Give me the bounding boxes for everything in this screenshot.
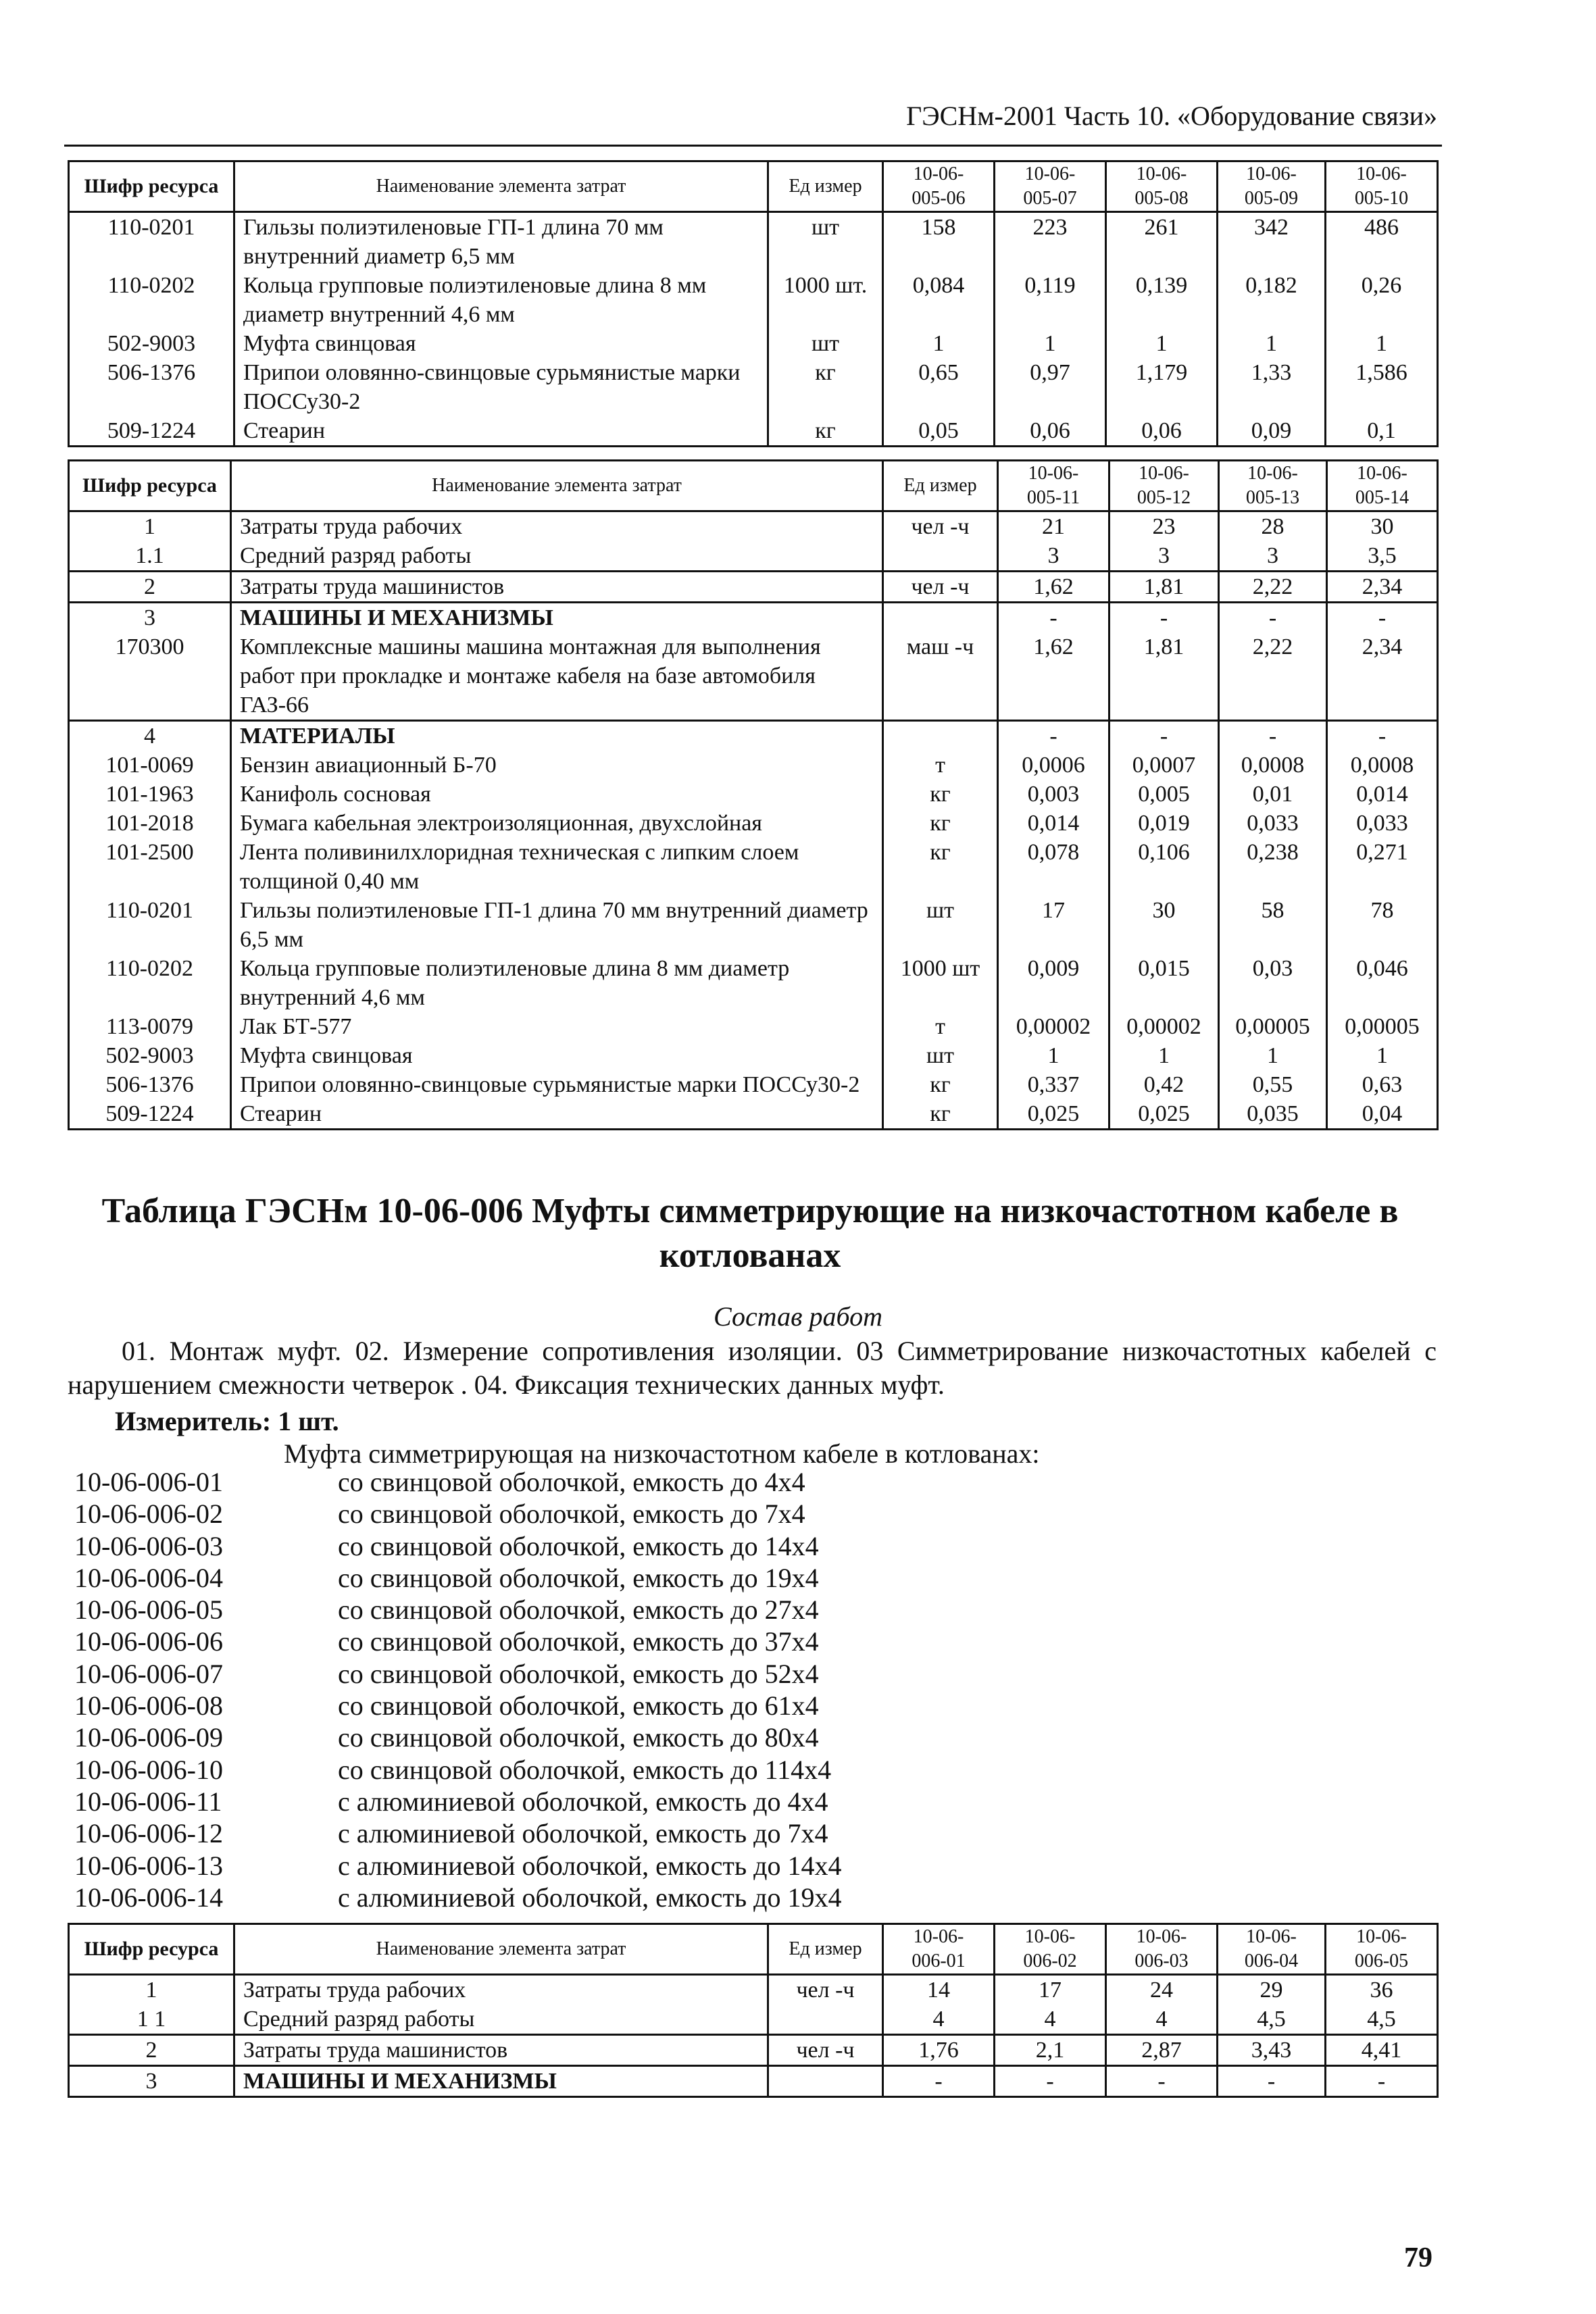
column-header-code: Шифр ресурса (69, 461, 231, 511)
norm-code-list (74, 1466, 841, 1913)
resource-code-cell: 1 1 (69, 2005, 234, 2035)
norm-code: 10-06-006-07 (74, 1658, 223, 1689)
value-cell: 0,04 (1327, 1099, 1438, 1130)
table-row (69, 1975, 1438, 2005)
value-cell: 0,00002 (1109, 1012, 1219, 1041)
cost-element-name-cell: Затраты труда рабочих (234, 1975, 768, 2005)
resource-code-cell: 101-0069 (69, 751, 231, 780)
table-body (69, 511, 1438, 1130)
value-cell: 1,62 (998, 572, 1109, 603)
unit-cell: кг (768, 416, 883, 447)
unit-cell: 1000 шт. (768, 271, 883, 329)
value-cell: 0,06 (995, 416, 1106, 447)
value-cell: 0,033 (1219, 809, 1327, 838)
value-cell: 17 (998, 896, 1109, 954)
cost-element-name-cell: Затраты труда рабочих (231, 511, 883, 542)
value-cell: 0,55 (1219, 1070, 1327, 1099)
norm-code: 10-06-006-04 (74, 1562, 223, 1593)
value-cell: - (998, 721, 1109, 751)
value-cell: 0,271 (1327, 838, 1438, 896)
table-row (69, 1099, 1438, 1130)
value-cell: 0,014 (1327, 780, 1438, 809)
norm-description: со свинцовой оболочкой, емкость до 4х4 (338, 1467, 805, 1497)
resource-code-cell: 4 (69, 721, 231, 751)
norm-description: со свинцовой оболочкой, емкость до 19х4 (338, 1562, 819, 1593)
value-cell: 0,09 (1218, 416, 1326, 447)
value-cell: 3 (1219, 541, 1327, 572)
cost-element-name-cell: Средний разряд работы (231, 541, 883, 572)
unit-cell (883, 721, 998, 751)
table-row (69, 2005, 1438, 2035)
column-header-name: Наименование элемента затрат (234, 1924, 768, 1975)
value-cell: - (1109, 603, 1219, 633)
value-cell: 4 (995, 2005, 1106, 2035)
norm-code: 10-06-006-06 (74, 1626, 223, 1657)
running-header: ГЭСНм-2001 Часть 10. «Оборудование связи» (906, 101, 1437, 131)
norm-code: 10-06-006-05 (74, 1594, 223, 1626)
resource-code-cell: 101-2018 (69, 809, 231, 838)
value-cell: - (1327, 603, 1438, 633)
table-row (69, 416, 1438, 447)
section-title: Таблица ГЭСНм 10-06-006 Муфты симметрирующие на низкочастотном кабеле в котлованах (101, 1192, 1399, 1275)
norm-description: с алюминиевой оболочкой, емкость до 19х4 (338, 1882, 842, 1913)
value-cell: 58 (1219, 896, 1327, 954)
list-item (74, 1721, 841, 1753)
resource-code-cell: 110-0201 (69, 896, 231, 954)
value-cell: 30 (1109, 896, 1219, 954)
value-cell: 0,035 (1219, 1099, 1327, 1130)
resource-code-cell: 509-1224 (69, 1099, 231, 1130)
list-item (74, 1562, 841, 1594)
unit-cell: т (883, 751, 998, 780)
value-cell: 1 (1218, 329, 1326, 358)
unit-cell: шт (768, 329, 883, 358)
value-cell: 0,00002 (998, 1012, 1109, 1041)
cost-element-name-cell: Бензин авиационный Б-70 (231, 751, 883, 780)
value-cell: 261 (1106, 212, 1218, 272)
cost-element-name-cell: Гильзы полиэтиленовые ГП-1 длина 70 мм внутренний диаметр 6,5 мм (234, 212, 768, 272)
header-rule (64, 145, 1442, 147)
resource-code-cell: 1 (69, 1975, 234, 2005)
unit-cell: кг (883, 838, 998, 896)
norm-code: 10-06-006-11 (74, 1786, 222, 1817)
unit-cell: кг (883, 1070, 998, 1099)
norm-description: со свинцовой оболочкой, емкость до 80х4 (338, 1722, 819, 1753)
measure-unit: Измеритель: 1 шт. (115, 1406, 339, 1436)
cost-element-name-cell: Затраты труда машинистов (234, 2035, 768, 2066)
value-cell: 0,65 (883, 358, 995, 416)
value-cell: 1 (883, 329, 995, 358)
norm-description: со свинцовой оболочкой, емкость до 14х4 (338, 1530, 819, 1561)
value-cell: 4,5 (1218, 2005, 1326, 2035)
norm-code: 10-06-006-13 (74, 1850, 223, 1881)
resource-code-cell: 3 (69, 2066, 234, 2097)
list-item (74, 1786, 841, 1817)
list-item (74, 1498, 841, 1530)
work-composition-text: 01. Монтаж муфт. 02. Измерение сопротивления изоляции. 03 Симметрирование низкочастотных кабелей с нарушением смежности четверок . 04. Фиксация технических данных муфт. (68, 1336, 1437, 1400)
column-header-name: Наименование элемента затрат (231, 461, 883, 511)
table-row (69, 271, 1438, 329)
value-cell: 223 (995, 212, 1106, 272)
value-cell: 29 (1218, 1975, 1326, 2005)
value-cell: 0,078 (998, 838, 1109, 896)
value-cell: 2,22 (1219, 572, 1327, 603)
resource-code-cell: 502-9003 (69, 329, 234, 358)
unit-cell: т (883, 1012, 998, 1041)
table-row (69, 2066, 1438, 2097)
value-cell: 0,025 (1109, 1099, 1219, 1130)
unit-cell: чел -ч (883, 572, 998, 603)
value-cell: 0,03 (1219, 954, 1327, 1012)
value-cell: 1,62 (998, 632, 1109, 721)
column-header-norm: 10-06- 005-09 (1218, 161, 1326, 212)
cost-element-name-cell: Комплексные машины машина монтажная для выполнения работ при прокладке и монтаже кабеля на базе автомобиля ГАЗ-66 (231, 632, 883, 721)
value-cell: 36 (1326, 1975, 1438, 2005)
value-cell: 1 (1106, 329, 1218, 358)
column-header-norm: 10-06- 005-10 (1326, 161, 1438, 212)
value-cell: 0,119 (995, 271, 1106, 329)
unit-cell: чел -ч (768, 2035, 883, 2066)
resource-code-cell: 101-2500 (69, 838, 231, 896)
cost-element-name-cell: МАШИНЫ И МЕХАНИЗМЫ (231, 603, 883, 633)
value-cell: - (1109, 721, 1219, 751)
list-item (74, 1817, 841, 1849)
table-row (69, 329, 1438, 358)
value-cell: 0,0008 (1327, 751, 1438, 780)
value-cell: 1,33 (1218, 358, 1326, 416)
value-cell: 4,5 (1326, 2005, 1438, 2035)
resource-table-005-06-10 (68, 160, 1439, 447)
column-header-code: Шифр ресурса (69, 1924, 234, 1975)
value-cell: 0,025 (998, 1099, 1109, 1130)
value-cell: 0,046 (1327, 954, 1438, 1012)
column-header-norm: 10-06- 006-01 (883, 1924, 995, 1975)
value-cell: 0,005 (1109, 780, 1219, 809)
cost-element-name-cell: Лента поливинилхлоридная техническая с липким слоем толщиной 0,40 мм (231, 838, 883, 896)
value-cell: 2,87 (1106, 2035, 1218, 2066)
value-cell: 0,015 (1109, 954, 1219, 1012)
value-cell: 2,34 (1327, 632, 1438, 721)
resource-code-cell: 509-1224 (69, 416, 234, 447)
cost-element-name-cell: Припои оловянно-свинцовые сурьмянистые марки ПОССу30-2 (234, 358, 768, 416)
column-header-norm: 10-06- 006-03 (1106, 1924, 1218, 1975)
value-cell: 0,1 (1326, 416, 1438, 447)
table-body (69, 1975, 1438, 2097)
value-cell: 23 (1109, 511, 1219, 542)
unit-cell (883, 603, 998, 633)
value-cell: - (1327, 721, 1438, 751)
cost-element-name-cell: Стеарин (234, 416, 768, 447)
resource-code-cell: 1 (69, 511, 231, 542)
table-row (69, 838, 1438, 896)
value-cell: - (995, 2066, 1106, 2097)
value-cell: 2,34 (1327, 572, 1438, 603)
resource-code-cell: 113-0079 (69, 1012, 231, 1041)
value-cell: 342 (1218, 212, 1326, 272)
norm-code: 10-06-006-10 (74, 1754, 223, 1785)
table-row (69, 1041, 1438, 1070)
resource-table-006-01-05 (68, 1923, 1439, 2098)
value-cell: 0,00005 (1219, 1012, 1327, 1041)
norm-list-heading: Муфта симметрирующая на низкочастотном кабеле в котлованах: (284, 1438, 1040, 1469)
resource-code-cell: 2 (69, 572, 231, 603)
value-cell: 0,00005 (1327, 1012, 1438, 1041)
column-header-norm: 10-06- 006-04 (1218, 1924, 1326, 1975)
value-cell: 0,238 (1219, 838, 1327, 896)
column-header-name: Наименование элемента затрат (234, 161, 768, 212)
value-cell: 1 (1327, 1041, 1438, 1070)
column-header-unit: Ед измер (768, 161, 883, 212)
value-cell: 0,42 (1109, 1070, 1219, 1099)
norm-code: 10-06-006-03 (74, 1530, 223, 1561)
cost-element-name-cell: Муфта свинцовая (231, 1041, 883, 1070)
list-item (74, 1658, 841, 1690)
value-cell: 1,76 (883, 2035, 995, 2066)
value-cell: 0,05 (883, 416, 995, 447)
value-cell: 0,97 (995, 358, 1106, 416)
table-row (69, 541, 1438, 572)
value-cell: - (1219, 721, 1327, 751)
norm-description: со свинцовой оболочкой, емкость до 52х4 (338, 1658, 819, 1689)
value-cell: 0,033 (1327, 809, 1438, 838)
table-row (69, 1012, 1438, 1041)
norm-description: со свинцовой оболочкой, емкость до 7х4 (338, 1499, 805, 1530)
cost-element-name-cell: Кольца групповые полиэтиленовые длина 8 мм диаметр внутренний 4,6 мм (234, 271, 768, 329)
unit-cell: кг (883, 1099, 998, 1130)
norm-description: с алюминиевой оболочкой, емкость до 4х4 (338, 1786, 828, 1817)
list-item (74, 1530, 841, 1562)
norm-description: со свинцовой оболочкой, емкость до 61х4 (338, 1690, 819, 1721)
unit-cell: кг (768, 358, 883, 416)
norm-description: с алюминиевой оболочкой, емкость до 7х4 (338, 1818, 828, 1849)
unit-cell: кг (883, 809, 998, 838)
resource-code-cell: 3 (69, 603, 231, 633)
unit-cell (883, 541, 998, 572)
value-cell: 0,014 (998, 809, 1109, 838)
table-body (69, 212, 1438, 447)
norm-code: 10-06-006-14 (74, 1882, 223, 1913)
value-cell: 3,43 (1218, 2035, 1326, 2066)
column-header-norm: 10-06- 005-14 (1327, 461, 1438, 511)
table-row (69, 358, 1438, 416)
value-cell: 28 (1219, 511, 1327, 542)
value-cell: 1 (1326, 329, 1438, 358)
table-header-row (69, 461, 1438, 511)
value-cell: 2,1 (995, 2035, 1106, 2066)
value-cell: 4,41 (1326, 2035, 1438, 2066)
resource-code-cell: 1.1 (69, 541, 231, 572)
table-header-row (69, 161, 1438, 212)
unit-cell: шт (768, 212, 883, 272)
value-cell: 0,0008 (1219, 751, 1327, 780)
value-cell: 0,003 (998, 780, 1109, 809)
cost-element-name-cell: МАШИНЫ И МЕХАНИЗМЫ (234, 2066, 768, 2097)
norm-description: с алюминиевой оболочкой, емкость до 14х4 (338, 1850, 842, 1881)
value-cell: 21 (998, 511, 1109, 542)
cost-element-name-cell: Канифоль сосновая (231, 780, 883, 809)
list-item (74, 1882, 841, 1913)
work-composition-heading: Состав работ (714, 1301, 882, 1332)
value-cell: 4 (883, 2005, 995, 2035)
value-cell: - (883, 2066, 995, 2097)
cost-element-name-cell: Гильзы полиэтиленовые ГП-1 длина 70 мм внутренний диаметр 6,5 мм (231, 896, 883, 954)
value-cell: - (998, 603, 1109, 633)
table-row (69, 954, 1438, 1012)
value-cell: 0,01 (1219, 780, 1327, 809)
table-row (69, 751, 1438, 780)
table-row (69, 212, 1438, 272)
value-cell: 0,63 (1327, 1070, 1438, 1099)
value-cell: 1,81 (1109, 632, 1219, 721)
cost-element-name-cell: МАТЕРИАЛЫ (231, 721, 883, 751)
value-cell: - (1219, 603, 1327, 633)
column-header-norm: 10-06- 005-07 (995, 161, 1106, 212)
unit-cell: кг (883, 780, 998, 809)
table-row (69, 1070, 1438, 1099)
table-row (69, 721, 1438, 751)
norm-description: со свинцовой оболочкой, емкость до 37х4 (338, 1626, 819, 1657)
resource-code-cell: 506-1376 (69, 1070, 231, 1099)
value-cell: 24 (1106, 1975, 1218, 2005)
norm-description: со свинцовой оболочкой, емкость до 27х4 (338, 1594, 819, 1626)
table-row (69, 780, 1438, 809)
list-item (74, 1850, 841, 1882)
cost-element-name-cell: Муфта свинцовая (234, 329, 768, 358)
norm-description: со свинцовой оболочкой, емкость до 114х4 (338, 1754, 832, 1785)
table-row (69, 2035, 1438, 2066)
value-cell: 1 (1109, 1041, 1219, 1070)
cost-element-name-cell: Кольца групповые полиэтиленовые длина 8 мм диаметр внутренний 4,6 мм (231, 954, 883, 1012)
resource-code-cell: 170300 (69, 632, 231, 721)
value-cell: - (1326, 2066, 1438, 2097)
value-cell: 0,106 (1109, 838, 1219, 896)
value-cell: 0,182 (1218, 271, 1326, 329)
resource-table-005-11-14 (68, 459, 1439, 1130)
table-row (69, 809, 1438, 838)
resource-code-cell: 502-9003 (69, 1041, 231, 1070)
table-row (69, 572, 1438, 603)
value-cell: 158 (883, 212, 995, 272)
value-cell: - (1106, 2066, 1218, 2097)
value-cell: 3 (998, 541, 1109, 572)
column-header-unit: Ед измер (768, 1924, 883, 1975)
column-header-norm: 10-06- 005-12 (1109, 461, 1219, 511)
unit-cell (768, 2005, 883, 2035)
column-header-code: Шифр ресурса (69, 161, 234, 212)
norm-code: 10-06-006-12 (74, 1818, 223, 1849)
resource-code-cell: 101-1963 (69, 780, 231, 809)
unit-cell: шт (883, 896, 998, 954)
unit-cell: чел -ч (883, 511, 998, 542)
value-cell: - (1218, 2066, 1326, 2097)
norm-code: 10-06-006-02 (74, 1499, 223, 1530)
value-cell: 1 (1219, 1041, 1327, 1070)
cost-element-name-cell: Бумага кабельная электроизоляционная, двухслойная (231, 809, 883, 838)
norm-code: 10-06-006-09 (74, 1722, 223, 1753)
column-header-unit: Ед измер (883, 461, 998, 511)
unit-cell: шт (883, 1041, 998, 1070)
column-header-norm: 10-06- 006-05 (1326, 1924, 1438, 1975)
table-header-row (69, 1924, 1438, 1975)
value-cell: 0,084 (883, 271, 995, 329)
column-header-norm: 10-06- 005-08 (1106, 161, 1218, 212)
table-row (69, 511, 1438, 542)
cost-element-name-cell: Припои оловянно-свинцовые сурьмянистые марки ПОССу30-2 (231, 1070, 883, 1099)
list-item (74, 1626, 841, 1657)
value-cell: 0,0006 (998, 751, 1109, 780)
value-cell: 1,586 (1326, 358, 1438, 416)
value-cell: 3 (1109, 541, 1219, 572)
value-cell: 0,019 (1109, 809, 1219, 838)
column-header-norm: 10-06- 005-11 (998, 461, 1109, 511)
value-cell: 0,0007 (1109, 751, 1219, 780)
value-cell: 0,009 (998, 954, 1109, 1012)
value-cell: 14 (883, 1975, 995, 2005)
value-cell: 30 (1327, 511, 1438, 542)
value-cell: 0,06 (1106, 416, 1218, 447)
unit-cell: 1000 шт (883, 954, 998, 1012)
unit-cell: маш -ч (883, 632, 998, 721)
value-cell: 0,26 (1326, 271, 1438, 329)
cost-element-name-cell: Стеарин (231, 1099, 883, 1130)
value-cell: 4 (1106, 2005, 1218, 2035)
resource-code-cell: 110-0202 (69, 954, 231, 1012)
norm-code: 10-06-006-08 (74, 1690, 223, 1721)
table-row (69, 603, 1438, 633)
value-cell: 1,179 (1106, 358, 1218, 416)
cost-element-name-cell: Лак БТ-577 (231, 1012, 883, 1041)
resource-code-cell: 506-1376 (69, 358, 234, 416)
resource-code-cell: 110-0202 (69, 271, 234, 329)
value-cell: 17 (995, 1975, 1106, 2005)
list-item (74, 1466, 841, 1498)
value-cell: 78 (1327, 896, 1438, 954)
column-header-norm: 10-06- 005-06 (883, 161, 995, 212)
unit-cell: чел -ч (768, 1975, 883, 2005)
column-header-norm: 10-06- 005-13 (1219, 461, 1327, 511)
value-cell: 3,5 (1327, 541, 1438, 572)
value-cell: 1,81 (1109, 572, 1219, 603)
list-item (74, 1754, 841, 1786)
list-item (74, 1594, 841, 1626)
unit-cell (768, 2066, 883, 2097)
value-cell: 0,337 (998, 1070, 1109, 1099)
value-cell: 2,22 (1219, 632, 1327, 721)
value-cell: 1 (998, 1041, 1109, 1070)
table-row (69, 632, 1438, 721)
value-cell: 1 (995, 329, 1106, 358)
value-cell: 486 (1326, 212, 1438, 272)
value-cell: 0,139 (1106, 271, 1218, 329)
resource-code-cell: 2 (69, 2035, 234, 2066)
cost-element-name-cell: Затраты труда машинистов (231, 572, 883, 603)
table-row (69, 896, 1438, 954)
norm-code: 10-06-006-01 (74, 1467, 223, 1497)
column-header-norm: 10-06- 006-02 (995, 1924, 1106, 1975)
cost-element-name-cell: Средний разряд работы (234, 2005, 768, 2035)
page-number: 79 (1404, 2242, 1432, 2273)
resource-code-cell: 110-0201 (69, 212, 234, 272)
list-item (74, 1690, 841, 1721)
